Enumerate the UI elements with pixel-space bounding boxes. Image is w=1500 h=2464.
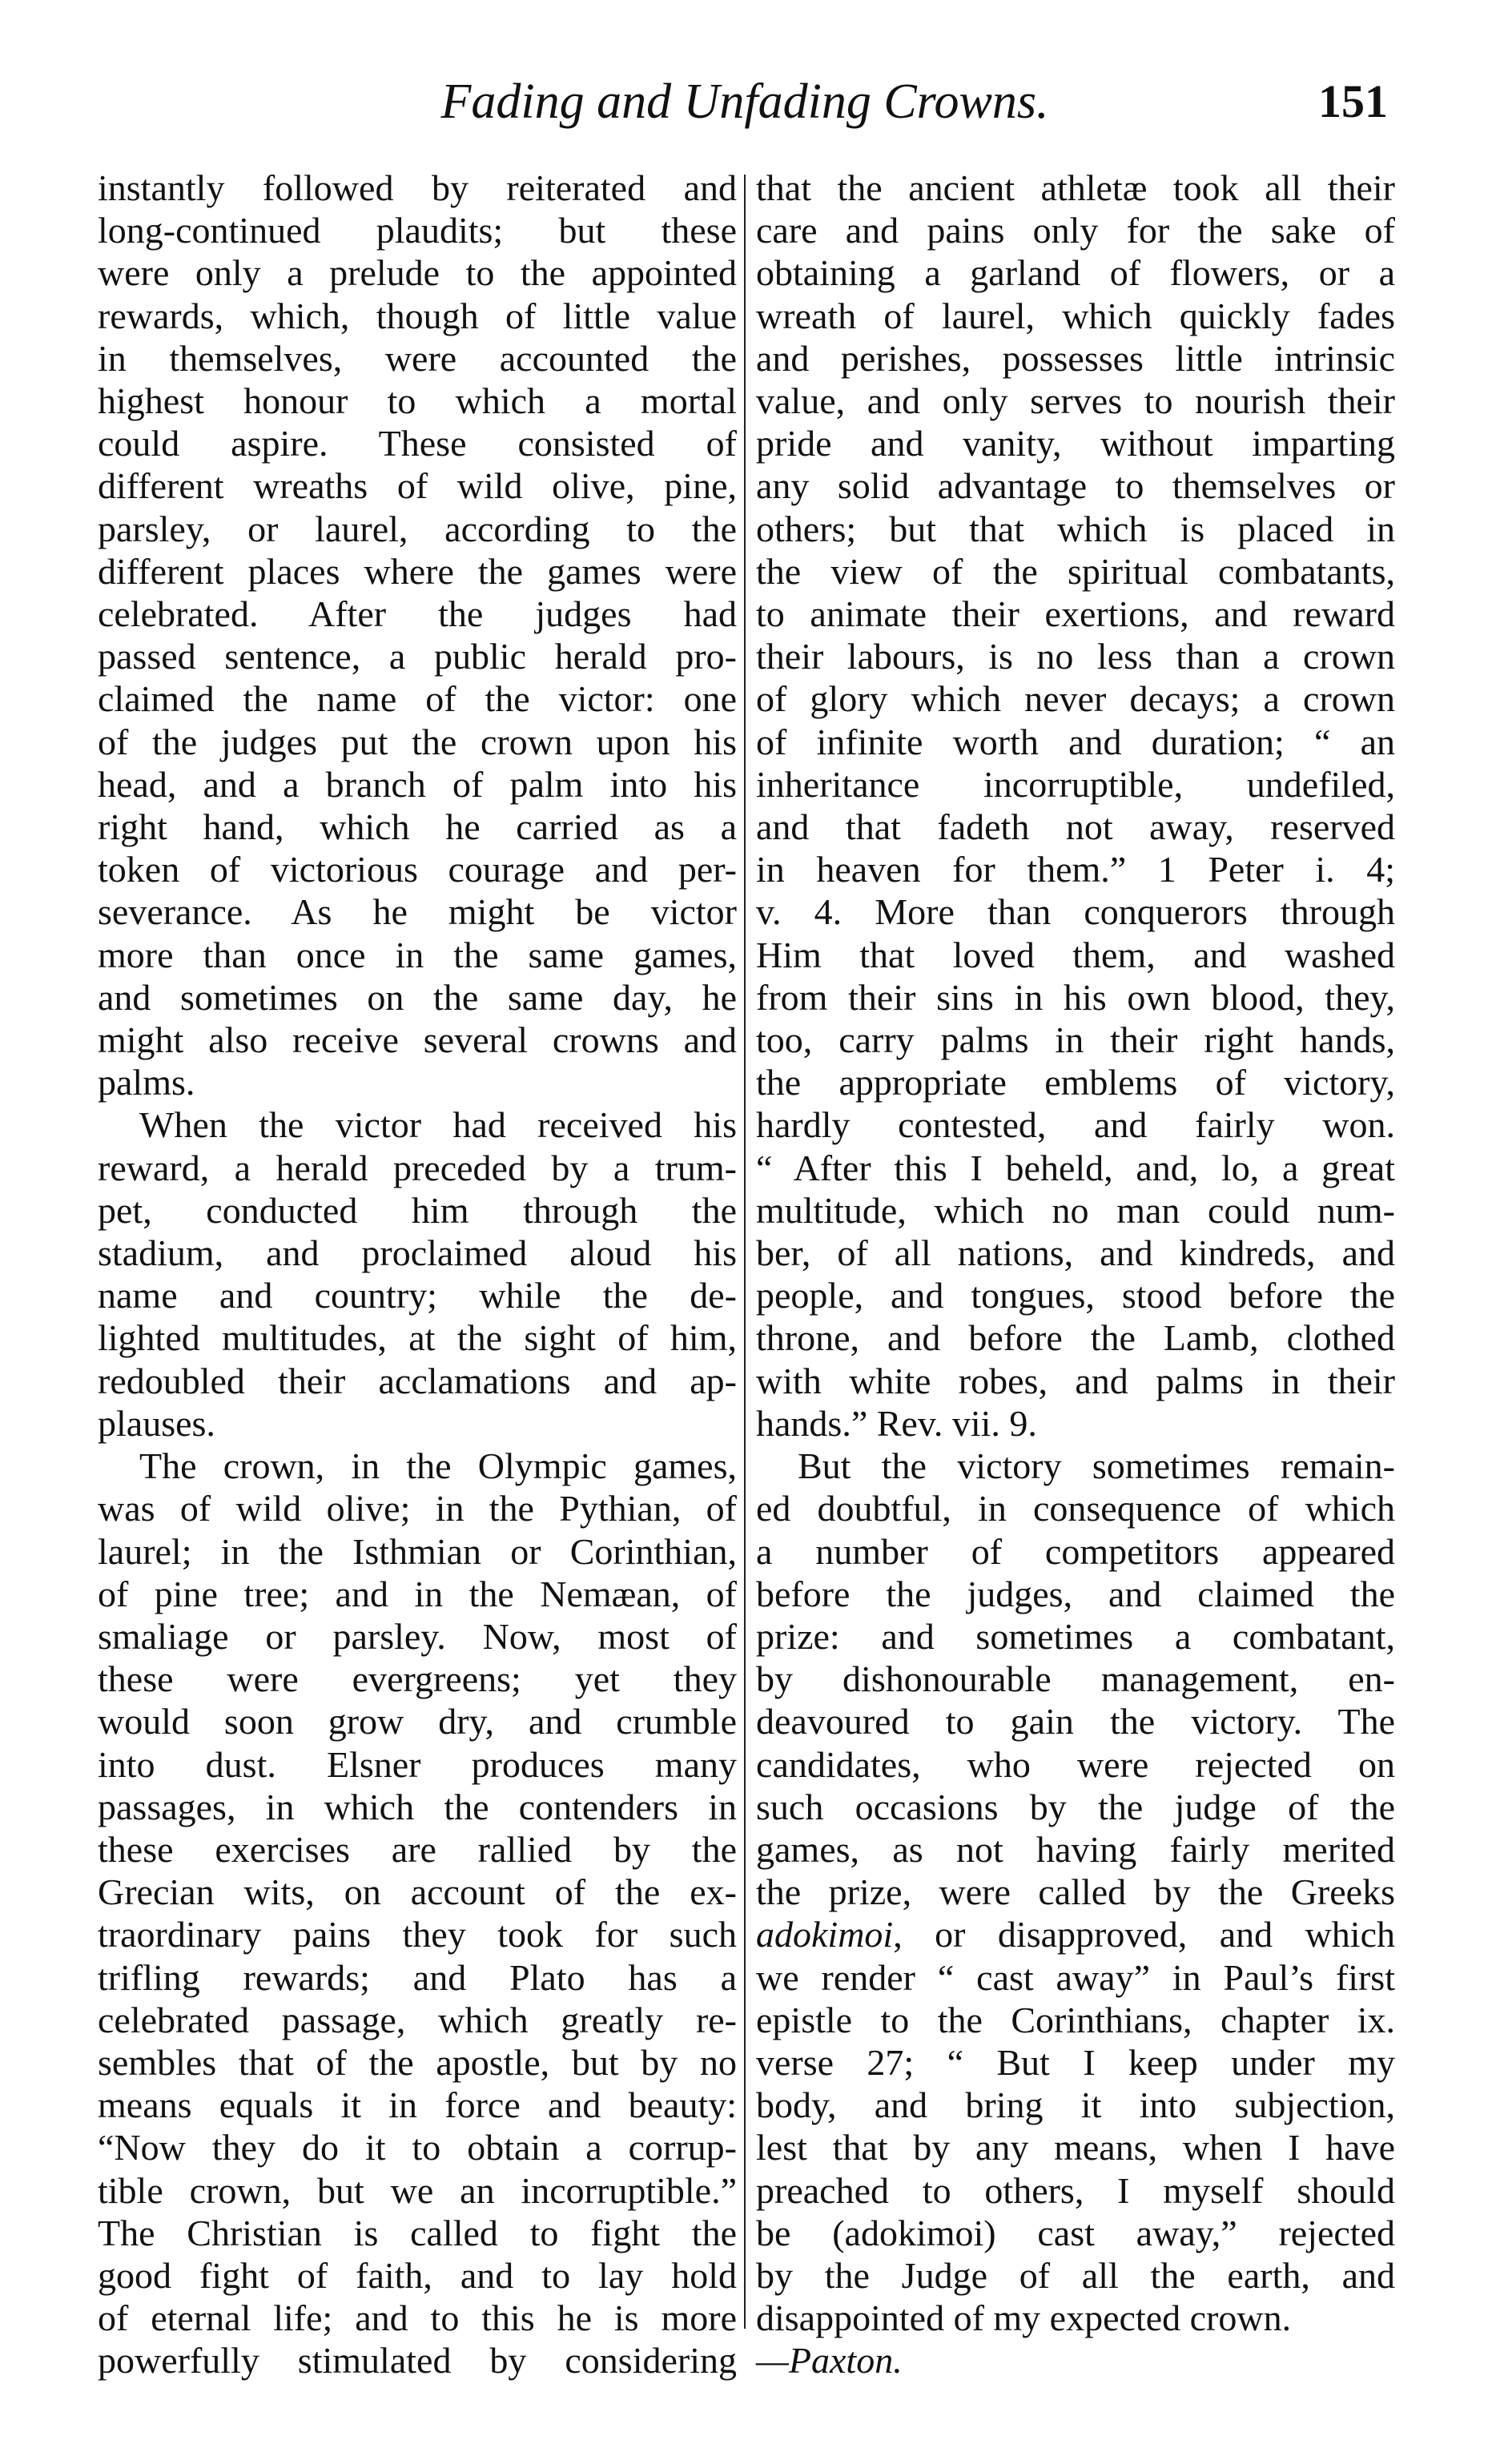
text-line: powerfully stimulated by considering (98, 2340, 737, 2382)
text-line: from their sins in his own blood, they, (756, 976, 1395, 1018)
text-line: lest that by any means, when I have (756, 2127, 1395, 2169)
text-line: with white robes, and palms in their (756, 1360, 1395, 1401)
text-line: were only a prelude to the appointed (98, 252, 737, 294)
right-column (756, 167, 1395, 2382)
text-line: in themselves, were accounted the (98, 337, 737, 379)
text-line: “ After this I beheld, and, lo, a great (756, 1147, 1395, 1188)
text-line: these were evergreens; yet they (98, 1658, 737, 1700)
text-line: passages, in which the contenders in (98, 1786, 737, 1827)
text-line: instantly followed by reiterated and (98, 167, 737, 208)
text-line: ber, of all nations, and kindreds, and (756, 1232, 1395, 1274)
text-line: of the judges put the crown upon his (98, 721, 737, 762)
text-line: by the Judge of all the earth, and (756, 2254, 1395, 2296)
text-line: plauses. (98, 1402, 215, 1444)
text-line: the appropriate emblems of victory, (756, 1062, 1395, 1103)
text-line: passed sentence, a public herald pro- (98, 636, 737, 677)
text-line: would soon grow dry, and crumble (98, 1701, 737, 1742)
text-line: laurel; in the Isthmian or Corinthian, (98, 1530, 737, 1572)
text-line: too, carry palms in their right hands, (756, 1019, 1395, 1061)
text-line: of pine tree; and in the Nemæan, of (98, 1573, 737, 1614)
text-line: care and pains only for the sake of (756, 210, 1395, 251)
text-line: and sometimes on the same day, he (98, 976, 737, 1018)
text-line: could aspire. These consisted of (98, 423, 737, 464)
text-line: The Christian is called to fight the (98, 2212, 737, 2253)
text-line: these exercises are rallied by the (98, 1828, 737, 1870)
text-line: lighted multitudes, at the sight of him, (98, 1317, 737, 1359)
text-line: wreath of laurel, which quickly fades (756, 295, 1395, 336)
text-line: value, and only serves to nourish their (756, 380, 1395, 422)
text-line: claimed the name of the victor: one (98, 678, 737, 720)
text-line: we render “ cast away” in Paul’s first (756, 1956, 1395, 1998)
text-line: good fight of faith, and to lay hold (98, 2254, 737, 2296)
text-line: verse 27; “ But I keep under my (756, 2041, 1395, 2083)
text-line: trifling rewards; and Plato has a (98, 1956, 737, 1998)
text-line: their labours, is no less than a crown (756, 636, 1395, 677)
text-line: such occasions by the judge of the (756, 1786, 1395, 1827)
text-line: name and country; while the de- (98, 1275, 737, 1316)
text-line: prize: and sometimes a combatant, (756, 1615, 1395, 1657)
text-line: more than once in the same games, (98, 934, 737, 975)
text-line: into dust. Elsner produces many (98, 1743, 737, 1785)
text-line: sembles that of the apostle, but by no (98, 2041, 737, 2083)
running-title: Fading and Unfading Crowns. (440, 74, 1049, 129)
text-line: v. 4. More than conquerors through (756, 891, 1395, 933)
italic-line-rest: , or disapproved, and which (893, 1914, 1395, 1956)
text-line: throne, and before the Lamb, clothed (756, 1317, 1395, 1359)
text-line: traordinary pains they took for such (98, 1914, 737, 1956)
text-line: ed doubtful, in consequence of which (756, 1488, 1395, 1529)
page-number: 151 (1318, 75, 1388, 127)
page-header (0, 0, 1500, 160)
italic-term: adokimoi (756, 1914, 894, 1956)
text-line: before the judges, and claimed the (756, 1573, 1395, 1614)
text-line: by dishonourable management, en- (756, 1658, 1395, 1700)
text-line: might also receive several crowns and (98, 1019, 737, 1061)
attribution-signature: —Paxton. (756, 2340, 903, 2382)
text-line: different wreaths of wild olive, pine, (98, 465, 737, 507)
text-line: smaliage or parsley. Now, most of (98, 1615, 737, 1657)
text-line: disappointed of my expected crown. (756, 2297, 1292, 2339)
text-line: epistle to the Corinthians, chapter ix. (756, 1999, 1395, 2040)
text-line: any solid advantage to themselves or (756, 465, 1395, 507)
text-line: was of wild olive; in the Pythian, of (98, 1488, 737, 1529)
text-line: a number of competitors appeared (756, 1530, 1395, 1572)
text-line: games, as not having fairly merited (756, 1828, 1395, 1870)
left-column (98, 167, 737, 2382)
text-line: reward, a herald preceded by a trum- (98, 1147, 737, 1188)
text-line: of eternal life; and to this he is more (98, 2297, 737, 2339)
text-line: and perishes, possesses little intrinsic (756, 337, 1395, 379)
text-line: inheritance incorruptible, undefiled, (756, 763, 1395, 805)
text-line: palms. (98, 1062, 195, 1103)
text-line: that the ancient athletæ took all their (756, 167, 1395, 208)
text-line: “Now they do it to obtain a corrup- (98, 2127, 737, 2169)
text-line: hands.” Rev. vii. 9. (756, 1402, 1037, 1444)
paragraph-athletae (756, 167, 1395, 1445)
text-line: and that fadeth not away, reserved (756, 806, 1395, 848)
text-line: long-continued plaudits; but these (98, 210, 737, 251)
text-line: means equals it in force and beauty: (98, 2084, 737, 2126)
text-line: body, and bring it into subjection, (756, 2084, 1395, 2126)
text-line: Grecian wits, on account of the ex- (98, 1871, 737, 1913)
text-line: highest honour to which a mortal (98, 380, 737, 422)
text-line: deavoured to gain the victory. The (756, 1701, 1395, 1742)
text-line: obtaining a garland of flowers, or a (756, 252, 1395, 294)
text-line: preached to others, I myself should (756, 2169, 1395, 2211)
text-line: different places where the games were (98, 550, 737, 592)
text-line: celebrated passage, which greatly re- (98, 1999, 737, 2040)
paragraph-victory-doubtful (756, 1445, 1395, 2382)
text-line: candidates, who were rejected on (756, 1743, 1395, 1785)
text-line: pet, conducted him through the (98, 1189, 737, 1231)
text-line: of infinite worth and duration; “ an (756, 721, 1395, 762)
text-line: token of victorious courage and per- (98, 849, 737, 890)
text-line: stadium, and proclaimed aloud his (98, 1232, 737, 1274)
paragraph-crowns (98, 1445, 737, 2382)
text-line: right hand, which he carried as a (98, 806, 737, 848)
text-line: to animate their exertions, and reward (756, 593, 1395, 635)
text-line: The crown, in the Olympic games, (139, 1445, 737, 1487)
paragraph-continuation (98, 167, 737, 1103)
text-line: hardly contested, and fairly won. (756, 1104, 1395, 1146)
text-line: celebrated. After the judges had (98, 593, 737, 635)
text-line: be (adokimoi) cast away,” rejected (756, 2212, 1395, 2253)
text-line: tible crown, but we an incorruptible.” (98, 2169, 737, 2211)
text-line: people, and tongues, stood before the (756, 1275, 1395, 1316)
text-line: parsley, or laurel, according to the (98, 508, 737, 549)
text-line: others; but that which is placed in (756, 508, 1395, 549)
text-line: redoubled their acclamations and ap- (98, 1360, 737, 1401)
text-line: When the victor had received his (139, 1104, 737, 1146)
text-line: pride and vanity, without imparting (756, 423, 1395, 464)
column-divider (744, 175, 746, 2329)
paragraph-herald (98, 1103, 737, 1445)
text-line: the prize, were called by the Greeks (756, 1871, 1395, 1913)
text-line: rewards, which, though of little value (98, 295, 737, 336)
text-line: head, and a branch of palm into his (98, 763, 737, 805)
text-line: in heaven for them.” 1 Peter i. 4; (756, 849, 1395, 890)
text-line: the view of the spiritual combatants, (756, 550, 1395, 592)
text-line: multitude, which no man could num- (756, 1189, 1395, 1231)
text-line: But the victory sometimes remain- (798, 1445, 1395, 1487)
text-line: of glory which never decays; a crown (756, 678, 1395, 720)
text-line: Him that loved them, and washed (756, 934, 1395, 975)
text-line: severance. As he might be victor (98, 891, 737, 933)
text-line-with-italic (756, 1913, 1395, 1956)
